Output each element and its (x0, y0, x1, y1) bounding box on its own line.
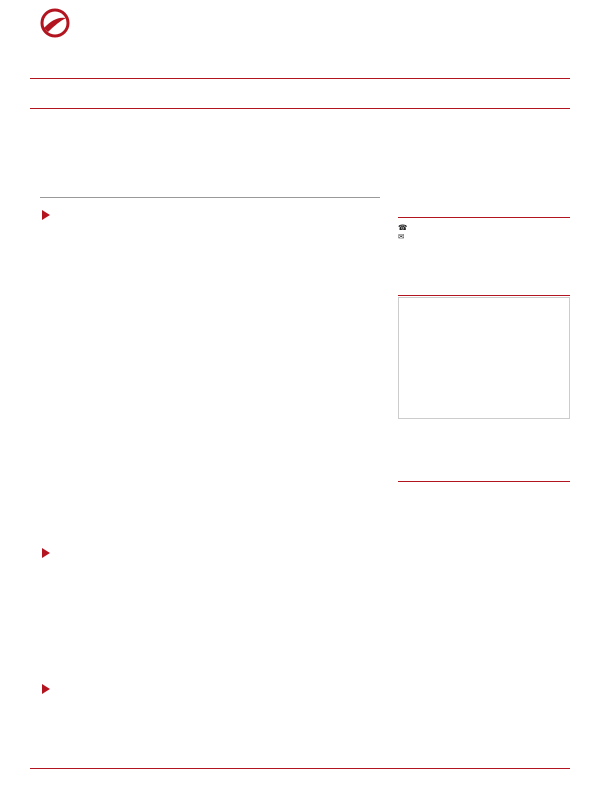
core-view-rule (40, 197, 380, 198)
galaxy-logo-icon (40, 8, 70, 38)
section-marker-icon (42, 684, 50, 694)
header-rule-top (30, 78, 570, 79)
related-rule (398, 481, 570, 482)
phone-icon: ☎ (398, 223, 408, 232)
analyst-block (398, 220, 407, 241)
industry-chart (398, 297, 570, 419)
chart-rule (398, 295, 570, 296)
footer-rule (30, 768, 570, 769)
header-rule-bottom (30, 108, 570, 109)
analyst-rule (398, 217, 570, 218)
section-marker-icon (42, 548, 50, 558)
section-marker-icon (42, 210, 50, 220)
email-icon: ✉ (398, 232, 405, 241)
